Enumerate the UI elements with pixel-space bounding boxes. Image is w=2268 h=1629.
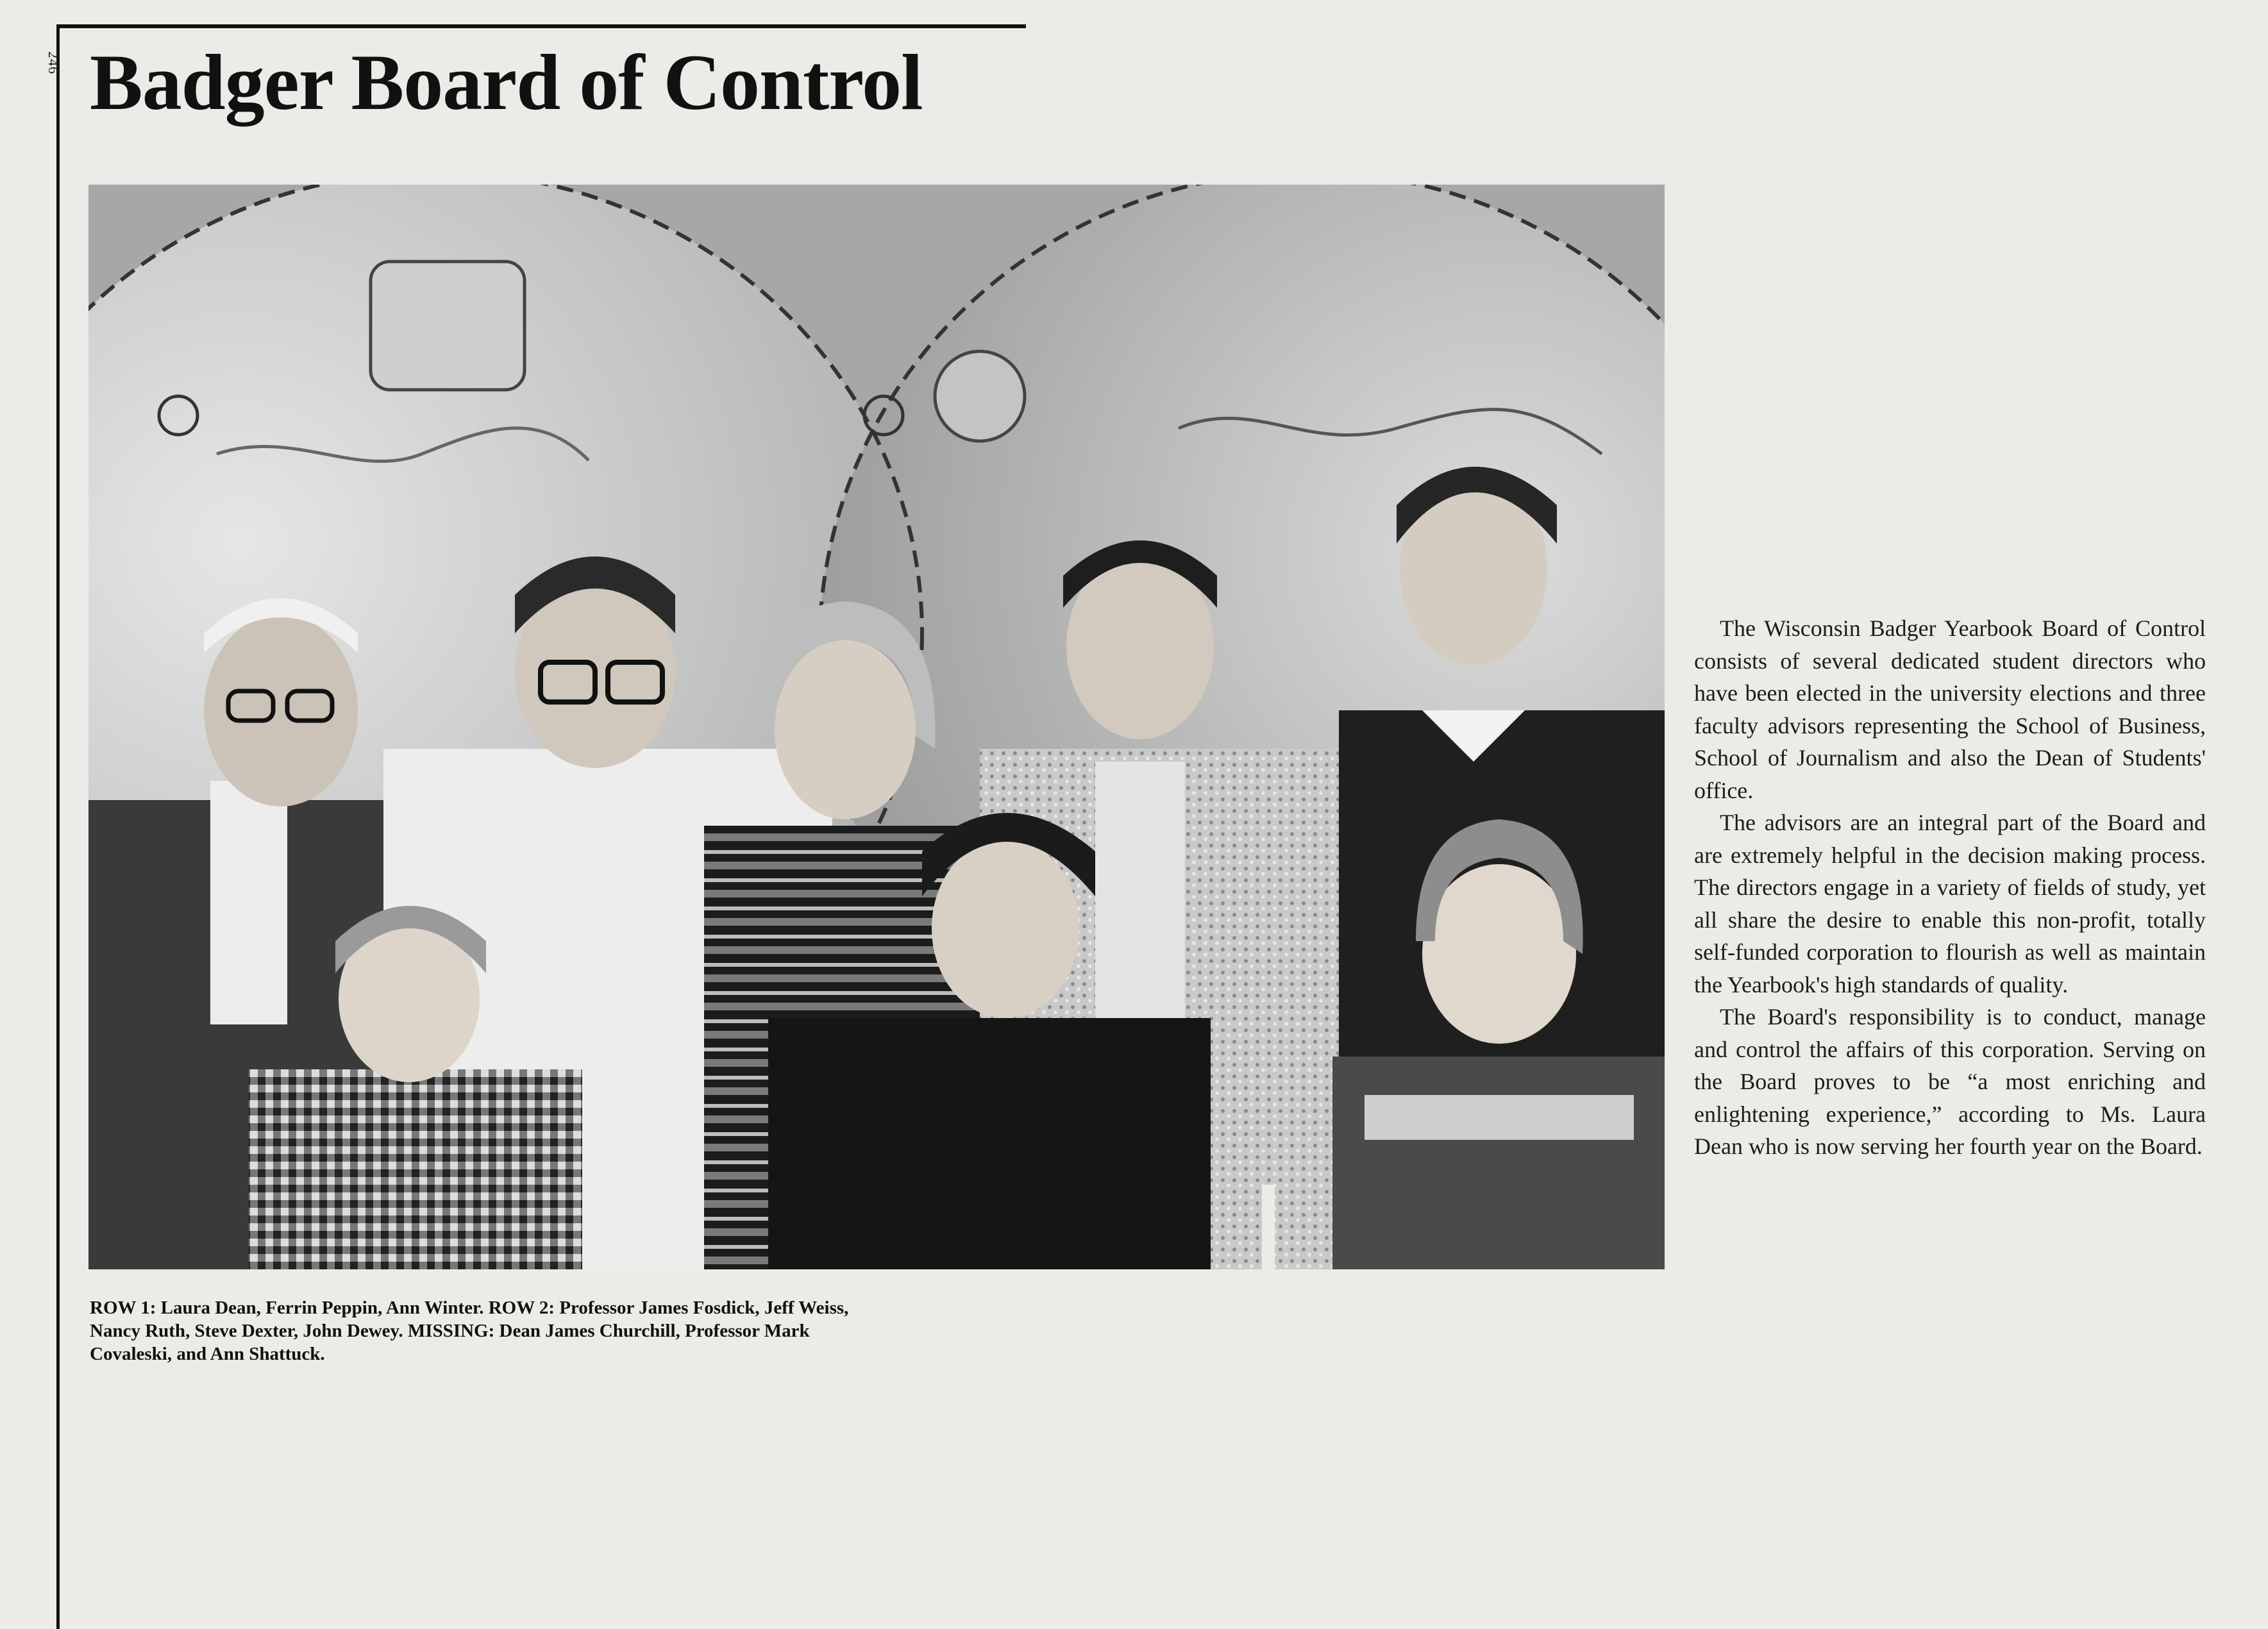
group-photo [88,185,1665,1269]
article-paragraph: The advisors are an integral part of the Board and are extremely helpful in the decision making process. The directors engage in a variety of fields of study, yet all share the desire to enable this non-profit, totally self-funded corporation to flourish as well as maintain the Yearbook's high standards of quality. [1694,810,2206,998]
group-photo-illustration [88,185,1665,1269]
article-body [1694,612,2206,1163]
page-title: Badger Board of Control [90,38,923,126]
top-rule [56,24,1026,28]
article-paragraph: The Wisconsin Badger Yearbook Board of Control consists of several dedicated student directors who have been elected in the university elections and three faculty advisors representing the School of Business, School of Journalism and also the Dean of Students' office. [1694,615,2206,803]
photo-caption: ROW 1: Laura Dean, Ferrin Peppin, Ann Winter. ROW 2: Professor James Fosdick, Jeff Weiss, Nancy Ruth, Steve Dexter, John Dewey. MISSING: Dean James Churchill, Professor Mark Covaleski, and Ann Shattuck. [90,1298,849,1364]
article-paragraph: The Board's responsibility is to conduct, manage and control the affairs of this corporation. Serving on the Board proves to be “a most enriching and enlightening experience,” according to Ms. Laura Dean who is now serving her fourth year on the Board. [1694,1004,2206,1159]
page-number: 246 [46,51,62,74]
left-rule [56,24,60,1629]
